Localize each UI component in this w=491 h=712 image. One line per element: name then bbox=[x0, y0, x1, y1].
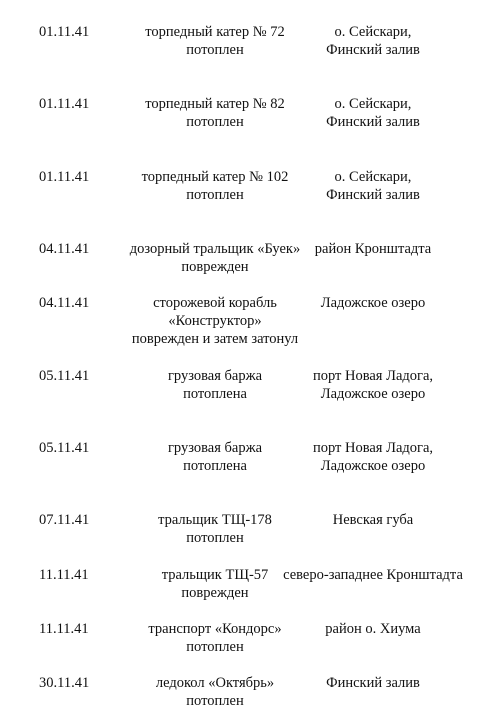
vessel-line: потоплен bbox=[186, 187, 244, 203]
date-cell: 05.11.41 bbox=[39, 440, 90, 456]
location-cell bbox=[278, 23, 468, 59]
date-cell: 30.11.41 bbox=[39, 675, 90, 691]
location-cell bbox=[278, 439, 468, 475]
vessel-line: грузовая баржа bbox=[167, 368, 263, 384]
location-cell bbox=[278, 294, 468, 312]
vessel-line: поврежден bbox=[181, 585, 249, 601]
vessel-line: сторожевой корабль bbox=[153, 295, 277, 311]
location-cell bbox=[278, 620, 468, 638]
vessel-line: дозорный тральщик «Буек» bbox=[129, 241, 301, 257]
location-cell bbox=[278, 674, 468, 692]
location-line: порт Новая Ладога, bbox=[312, 368, 434, 384]
location-cell bbox=[278, 95, 468, 131]
location-line: Ладожское озеро bbox=[320, 295, 426, 311]
date-cell: 01.11.41 bbox=[39, 24, 90, 40]
vessel-line: транспорт «Кондорс» bbox=[148, 621, 282, 637]
vessel-line: торпедный катер № 102 bbox=[141, 169, 289, 185]
date-cell: 05.11.41 bbox=[39, 368, 90, 384]
location-cell bbox=[278, 511, 468, 529]
vessel-line: потоплен bbox=[186, 114, 244, 130]
location-line: Финский залив bbox=[326, 675, 420, 691]
location-line: порт Новая Ладога, bbox=[312, 440, 434, 456]
vessel-line: потоплен bbox=[186, 42, 244, 58]
vessel-line: торпедный катер № 72 bbox=[145, 24, 285, 40]
vessel-line: потоплен bbox=[186, 693, 244, 709]
vessel-line: ледокол «Октябрь» bbox=[155, 675, 275, 691]
date-cell: 01.11.41 bbox=[39, 96, 90, 112]
location-line: район Кронштадта bbox=[314, 241, 432, 257]
location-line: Ладожское озеро bbox=[320, 458, 426, 474]
location-line: северо-западнее Кронштадта bbox=[283, 567, 463, 583]
location-line: район о. Хиума bbox=[325, 621, 421, 637]
date-cell: 04.11.41 bbox=[39, 295, 90, 311]
vessel-line: торпедный катер № 82 bbox=[145, 96, 285, 112]
date-cell: 11.11.41 bbox=[39, 567, 89, 583]
location-line: о. Сейскари, bbox=[334, 96, 412, 112]
vessel-line: поврежден bbox=[181, 259, 249, 275]
location-line: о. Сейскари, bbox=[334, 24, 412, 40]
date-cell: 11.11.41 bbox=[39, 621, 89, 637]
location-line: Финский залив bbox=[326, 114, 420, 130]
vessel-line: тральщик ТЩ-178 bbox=[158, 512, 272, 528]
location-cell bbox=[278, 168, 468, 204]
location-cell bbox=[278, 240, 468, 258]
location-cell bbox=[278, 367, 468, 403]
location-line: Финский залив bbox=[326, 42, 420, 58]
vessel-line: «Конструктор» bbox=[168, 313, 262, 329]
date-cell: 07.11.41 bbox=[39, 512, 90, 528]
vessel-line: тральщик ТЩ-57 bbox=[161, 567, 269, 583]
vessel-line: поврежден и затем затонул bbox=[131, 331, 299, 347]
location-line: Ладожское озеро bbox=[320, 386, 426, 402]
vessel-line: потоплен bbox=[186, 639, 244, 655]
location-line: Финский залив bbox=[326, 187, 420, 203]
vessel-line: потоплен bbox=[186, 530, 244, 546]
vessel-line: потоплена bbox=[183, 458, 247, 474]
location-cell bbox=[278, 566, 468, 584]
date-cell: 01.11.41 bbox=[39, 169, 90, 185]
vessel-line: потоплена bbox=[183, 386, 247, 402]
location-line: Невская губа bbox=[332, 512, 414, 528]
vessel-line: грузовая баржа bbox=[167, 440, 263, 456]
location-line: о. Сейскари, bbox=[334, 169, 412, 185]
date-cell: 04.11.41 bbox=[39, 241, 90, 257]
